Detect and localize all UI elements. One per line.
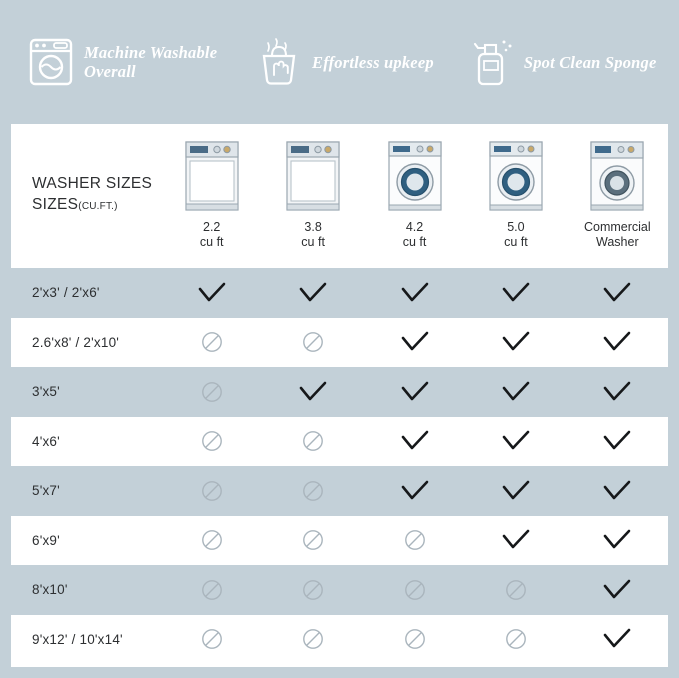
table-title-line2: SIZES(CU.FT.) [32, 196, 118, 213]
row-cells [161, 627, 668, 651]
column-header-label [584, 220, 651, 250]
cell-supported [262, 281, 363, 305]
table-title-text: WASHER SIZES [32, 175, 153, 192]
not-allowed-icon [302, 628, 324, 650]
not-allowed-icon [404, 579, 426, 601]
check-icon [501, 528, 531, 552]
row-size-label: 8'x10' [32, 582, 68, 598]
table-row [11, 615, 668, 665]
cell-supported [465, 380, 566, 404]
cell-unsupported [161, 627, 262, 651]
cell-supported [567, 380, 668, 404]
check-icon [197, 281, 227, 305]
cell-supported [567, 528, 668, 552]
cell-supported [567, 578, 668, 602]
cell-supported [465, 330, 566, 354]
table-row [11, 516, 668, 566]
cell-unsupported [161, 578, 262, 602]
not-allowed-icon [201, 579, 223, 601]
hand-wash-icon [254, 34, 304, 90]
check-icon [298, 281, 328, 305]
feature-item-spot-clean [466, 34, 657, 90]
not-allowed-icon [302, 579, 324, 601]
check-icon [400, 380, 430, 404]
not-allowed-icon [201, 480, 223, 502]
check-icon [501, 429, 531, 453]
row-cells [161, 380, 668, 404]
column-header-3-8 [262, 124, 363, 268]
cell-unsupported [161, 330, 262, 354]
cell-supported [567, 330, 668, 354]
cell-supported [567, 479, 668, 503]
column-header-line1: 4.2 [405, 220, 424, 234]
not-allowed-icon [302, 529, 324, 551]
cell-supported [364, 380, 465, 404]
row-size-label: 2'x3' / 2'x6' [32, 285, 100, 301]
check-icon [501, 330, 531, 354]
front-load-washer-icon [485, 138, 547, 214]
row-cells [161, 528, 668, 552]
cell-supported [364, 479, 465, 503]
table-row [11, 565, 668, 615]
top-load-washer-icon [282, 138, 344, 214]
row-cells [161, 479, 668, 503]
column-header-line2: cu ft [402, 235, 427, 249]
check-icon [400, 281, 430, 305]
spray-bottle-icon [466, 34, 516, 90]
cell-supported [364, 330, 465, 354]
not-allowed-icon [404, 628, 426, 650]
cell-supported [567, 281, 668, 305]
row-cells [161, 330, 668, 354]
check-icon [400, 429, 430, 453]
feature-label: Spot Clean Sponge [523, 52, 657, 72]
check-icon [602, 380, 632, 404]
table-title [32, 173, 152, 217]
check-icon [602, 578, 632, 602]
column-header-line1: 3.8 [304, 220, 322, 234]
not-allowed-icon [201, 430, 223, 452]
cell-supported [465, 281, 566, 305]
cell-unsupported [364, 627, 465, 651]
check-icon [501, 380, 531, 404]
cell-unsupported [161, 528, 262, 552]
not-allowed-icon [505, 628, 527, 650]
column-header-line1: Commercial [583, 220, 651, 234]
row-size-label: 9'x12' / 10'x14' [32, 631, 123, 647]
check-icon [602, 281, 632, 305]
row-size-label: 4'x6' [32, 433, 60, 449]
column-header-commercial [567, 124, 668, 268]
cell-unsupported [465, 627, 566, 651]
cell-unsupported [161, 479, 262, 503]
cell-unsupported [161, 380, 262, 404]
front-load-washer-icon [384, 138, 446, 214]
not-allowed-icon [302, 331, 324, 353]
table-row [11, 318, 668, 368]
table-row [11, 466, 668, 516]
check-icon [602, 479, 632, 503]
column-header-line2: cu ft [504, 235, 528, 249]
feature-item-machine-washable [26, 34, 224, 90]
not-allowed-icon [201, 628, 223, 650]
row-cells [161, 429, 668, 453]
cell-supported [567, 627, 668, 651]
cell-unsupported [364, 528, 465, 552]
row-size-label: 3'x5' [32, 384, 60, 400]
cell-unsupported [262, 627, 363, 651]
column-header-label [301, 220, 325, 250]
row-cells [161, 281, 668, 305]
table-title-unit: (CU.FT.) [78, 201, 118, 212]
cell-supported [567, 429, 668, 453]
feature-label: Machine Washable Overall [84, 43, 218, 81]
cell-unsupported [465, 578, 566, 602]
check-icon [501, 281, 531, 305]
cell-supported [465, 479, 566, 503]
check-icon [602, 528, 632, 552]
washing-machine-icon [26, 34, 76, 90]
check-icon [501, 479, 531, 503]
column-header-4-2 [364, 124, 465, 268]
cell-supported [465, 528, 566, 552]
check-icon [602, 627, 632, 651]
row-cells [161, 578, 668, 602]
not-allowed-icon [404, 529, 426, 551]
feature-label: Effortless upkeep [312, 52, 434, 72]
feature-item-effortless-upkeep [254, 34, 434, 90]
column-header-label [200, 220, 224, 250]
row-size-label: 5'x7' [32, 483, 60, 499]
not-allowed-icon [505, 579, 527, 601]
not-allowed-icon [302, 480, 324, 502]
not-allowed-icon [201, 331, 223, 353]
column-header-line2: Washer [596, 235, 639, 249]
column-header-label [403, 220, 427, 250]
cell-unsupported [161, 429, 262, 453]
column-header-line1: 5.0 [507, 220, 525, 234]
washer-size-table-card [11, 124, 668, 667]
cell-supported [364, 429, 465, 453]
not-allowed-icon [201, 381, 223, 403]
column-header-5-0 [465, 124, 566, 268]
table-row [11, 417, 668, 467]
row-size-label: 6'x9' [32, 532, 60, 548]
cell-supported [465, 429, 566, 453]
table-row [11, 268, 668, 318]
check-icon [400, 479, 430, 503]
cell-unsupported [262, 479, 363, 503]
not-allowed-icon [302, 430, 324, 452]
table-body [11, 268, 668, 664]
column-header-2-2 [161, 124, 262, 268]
cell-unsupported [262, 578, 363, 602]
column-header-line1: 2.2 [203, 220, 221, 234]
check-icon [298, 380, 328, 404]
column-header-label [504, 220, 528, 250]
cell-supported [364, 281, 465, 305]
check-icon [602, 429, 632, 453]
check-icon [400, 330, 430, 354]
cell-unsupported [262, 429, 363, 453]
feature-banner [0, 0, 679, 124]
column-header-line2: cu ft [199, 235, 224, 249]
table-header [11, 124, 668, 268]
not-allowed-icon [201, 529, 223, 551]
cell-unsupported [364, 578, 465, 602]
commercial-washer-icon [586, 138, 648, 214]
cell-supported [161, 281, 262, 305]
row-size-label: 2.6'x8' / 2'x10' [32, 334, 120, 350]
cell-unsupported [262, 528, 363, 552]
cell-supported [262, 380, 363, 404]
top-load-washer-icon [181, 138, 243, 214]
column-header-line2: cu ft [301, 235, 325, 249]
table-row [11, 367, 668, 417]
check-icon [602, 330, 632, 354]
cell-unsupported [262, 330, 363, 354]
table-column-headers [161, 124, 668, 268]
